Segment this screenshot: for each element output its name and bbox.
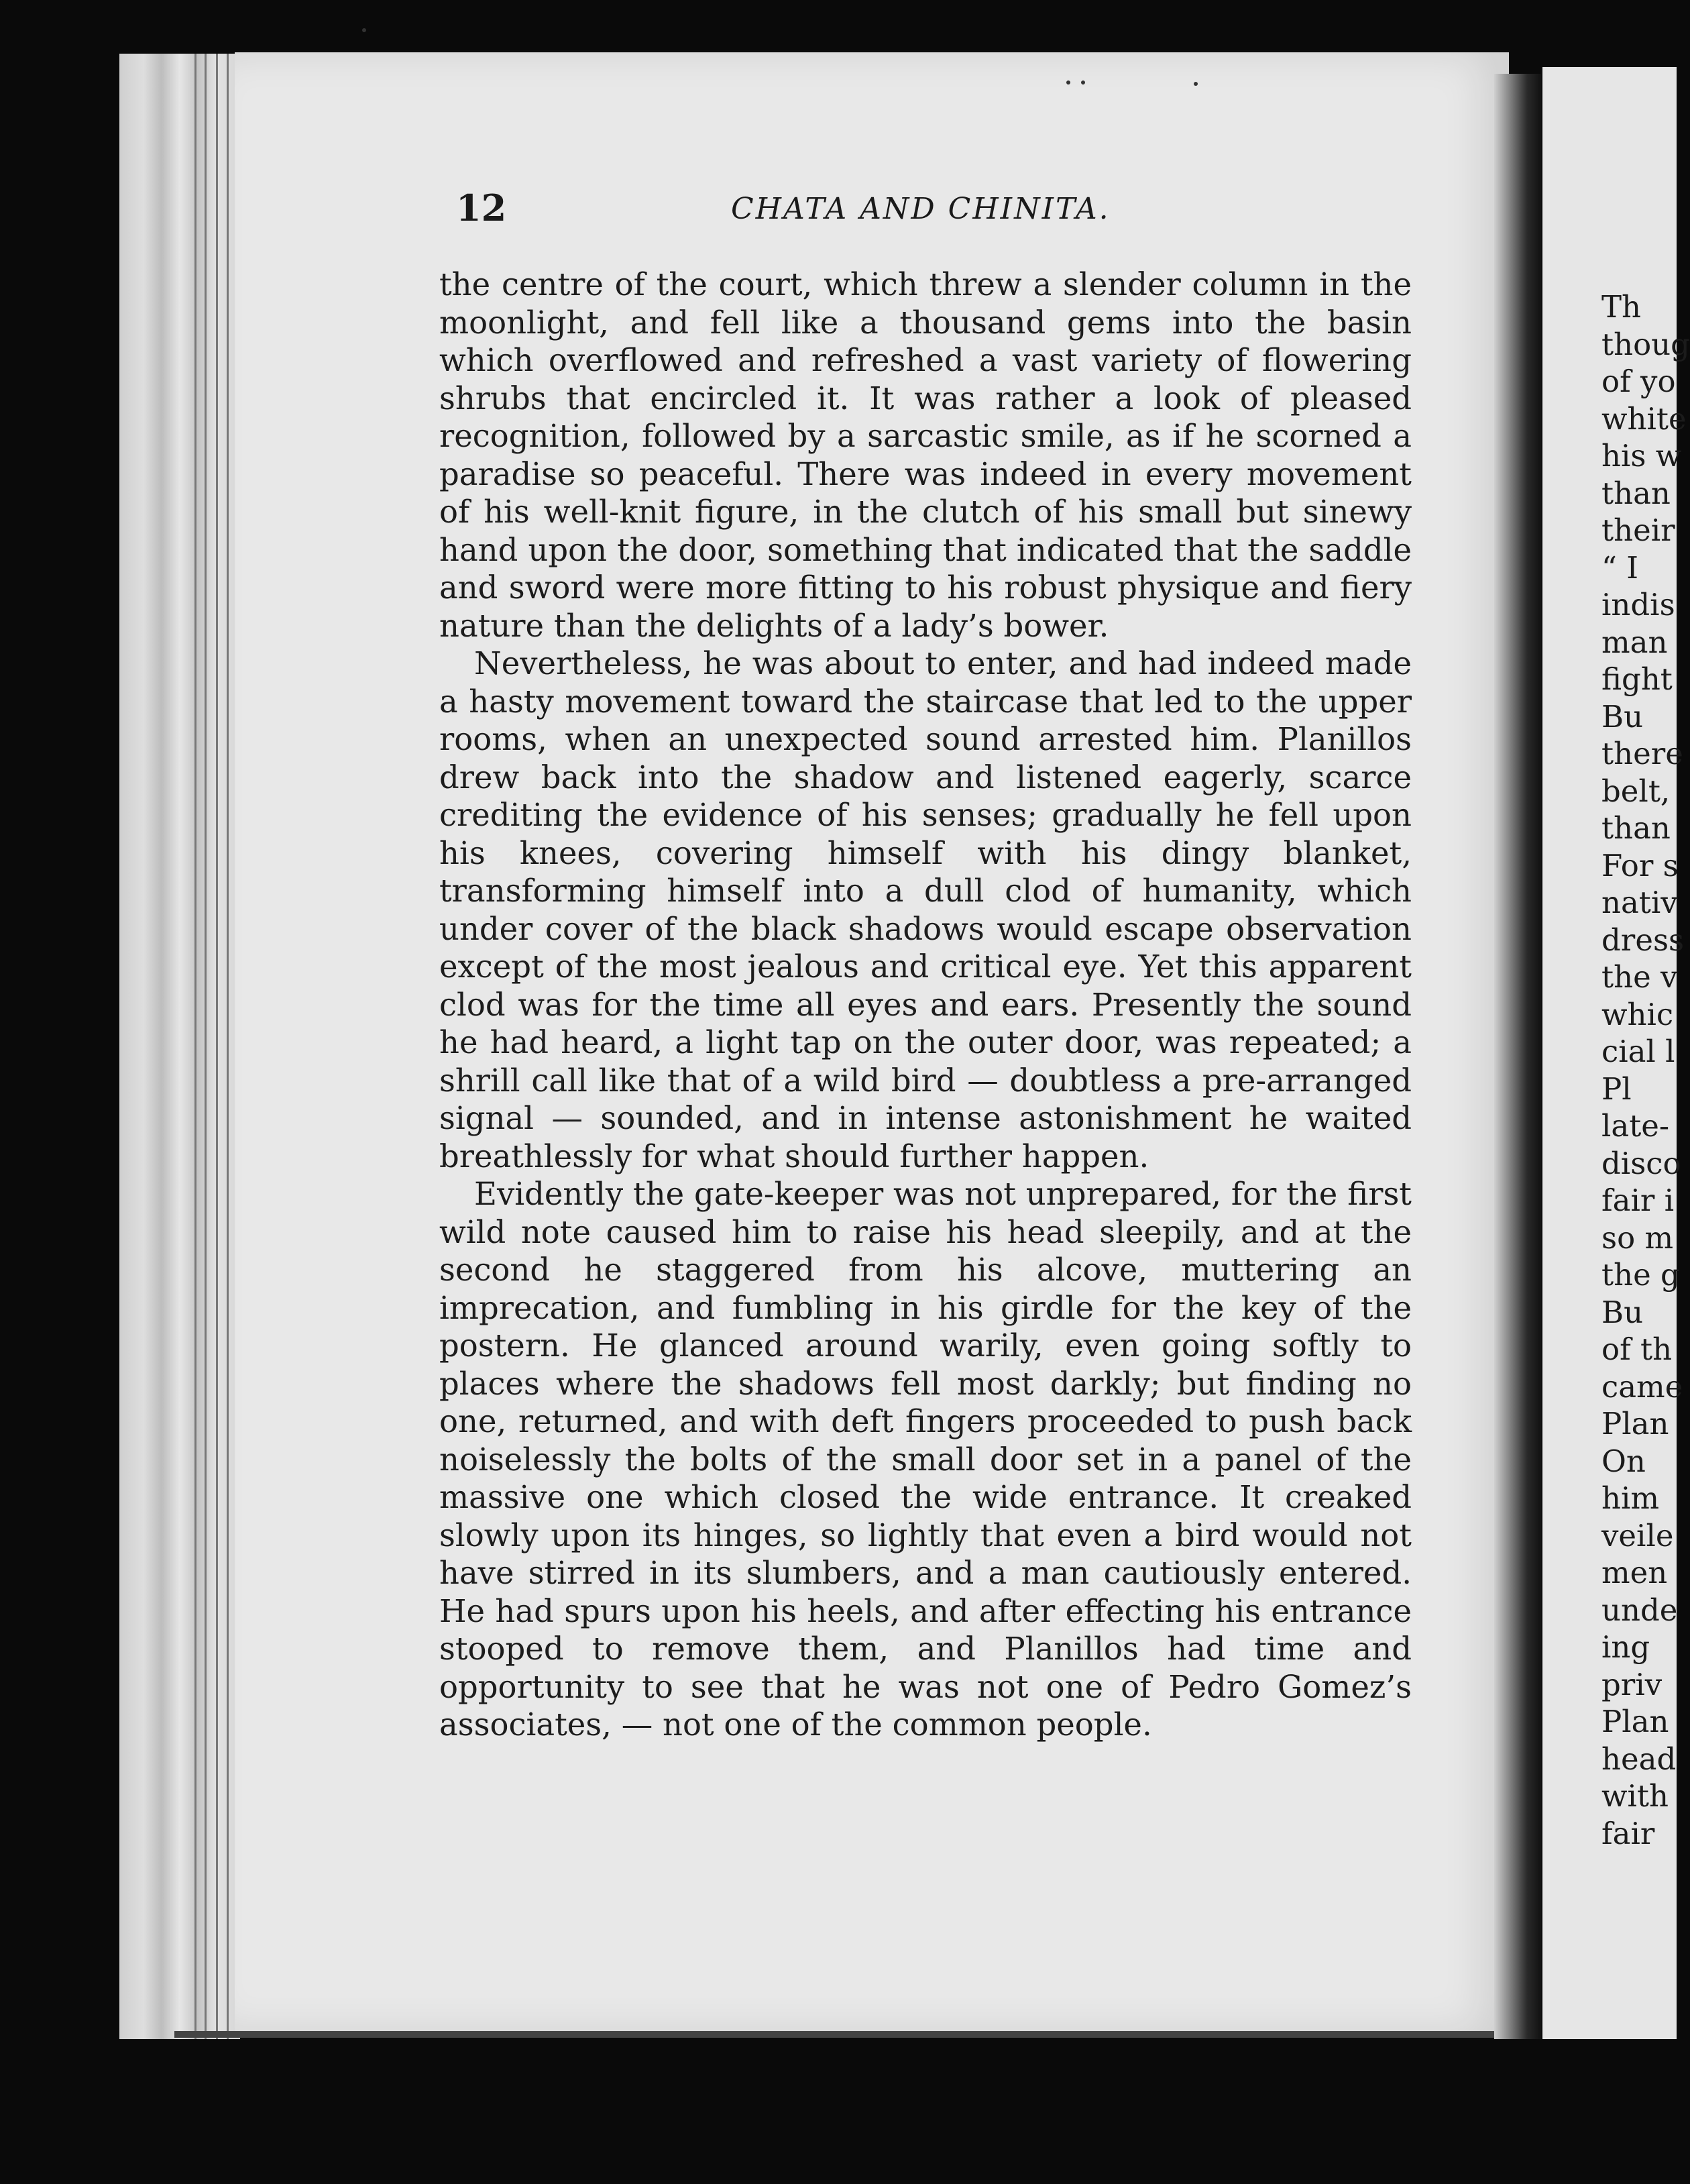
facing-page-line: ing (1601, 1629, 1650, 1665)
facing-page-line: whic (1601, 996, 1674, 1032)
page-edge-line (205, 54, 207, 2039)
page-number: 12 (456, 186, 507, 229)
facing-page-line: Pl (1601, 1071, 1632, 1107)
book-gutter (1494, 74, 1541, 2039)
facing-page-line: head (1601, 1741, 1677, 1777)
facing-page-line: “ I (1601, 549, 1639, 586)
facing-page-line: than (1601, 810, 1671, 846)
scan-speck (1081, 80, 1085, 85)
page-edge-line (227, 54, 229, 2039)
scan-speck (362, 28, 366, 32)
paragraph: Nevertheless, he was about to enter, and had indeed made a hasty movement toward the staircase that led to the upper rooms, when an unexpected sound arrested him. Planillos drew back into the shadow and listened eagerly, scarce crediting the evidence of his senses; gradually he fell upon his knees, covering himself with his dingy blanket, transforming himself into a dull clod of humanity, which under cover of the black shadows would escape observation except of the most jealous and critical eye. Yet this apparent clod was for the time all eyes and ears. Presently the sound he had heard, a light tap on the outer door, was repeated; a shrill call like that of a wild bird — doubtless a pre-arranged signal — sounded, and in intense astonishment he waited breathlessly for what should further happen. (439, 645, 1412, 1175)
facing-page-line: Bu (1601, 698, 1644, 734)
facing-page-line: fight (1601, 661, 1673, 697)
facing-page-line: thoug (1601, 326, 1690, 362)
facing-page-line: so m (1601, 1219, 1674, 1256)
facing-page-line: there (1601, 736, 1683, 771)
facing-page-line: belt, (1601, 773, 1671, 809)
facing-page-line: of yo (1601, 364, 1676, 399)
body-text (439, 266, 1412, 1744)
facing-page-line: For s (1601, 847, 1679, 883)
page-edge-line (194, 54, 196, 2039)
facing-page-line: cial l (1601, 1034, 1675, 1069)
book-page-edges (119, 54, 240, 2039)
paragraph: Evidently the gate-keeper was not unprepared, for the first wild note caused him to raise his head sleepily, and at the second he staggered from his alcove, muttering an imprecation, and fumbling in his girdle for the key of the postern. He glanced around warily, even going softly to places where the shadows fell most darkly; but finding no one, returned, and with deft fingers proceeded to push back noiselessly the bolts of the small door set in a panel of the massive one which closed the wide entrance. It creaked slowly upon its hinges, so lightly that even a bird would not have stirred in its slumbers, and a man cautiously entered. He had spurs upon his heels, and after effecting his entrance stooped to remove them, and Planillos had time and opportunity to see that he was not one of Pedro Gomez’s associates, — not one of the common people. (439, 1176, 1412, 1743)
facing-page-line: their (1601, 512, 1675, 548)
facing-page-line: than (1601, 475, 1671, 511)
facing-page-line: Plan (1601, 1704, 1669, 1739)
facing-page-line: of th (1601, 1331, 1673, 1367)
facing-page-line: fair i (1601, 1183, 1675, 1218)
scan-speck (1194, 82, 1198, 86)
facing-page-line: veile (1601, 1517, 1674, 1553)
scan-speck (1066, 80, 1070, 85)
facing-page-line: fair (1601, 1815, 1655, 1851)
facing-page-line: unde (1601, 1592, 1678, 1628)
facing-page-line: came (1601, 1368, 1683, 1405)
paragraph: the centre of the court, which threw a slender column in the moonlight, and fell like a thousand gems into the basin which overflowed and refreshed a vast variety of flowering shrubs that encircled it. It was rather a look of pleased recognition, followed by a sarcastic smile, as if he scorned a paradise so peaceful. There was indeed in every movement of his well-knit figure, in the clutch of his small but sinewy hand upon the door, something that indicated that the saddle and sword were more fitting to his robust physique and fiery nature than the delights of a lady’s bower. (439, 266, 1412, 644)
facing-page-line: him (1601, 1480, 1660, 1516)
facing-page-line: the g (1601, 1257, 1680, 1293)
facing-page-line: the v (1601, 959, 1678, 995)
page-edge-line (216, 54, 218, 2039)
facing-page-line: priv (1601, 1666, 1663, 1702)
facing-page-line: dress (1601, 922, 1685, 958)
running-title: CHATA AND CHINITA. (731, 192, 1111, 226)
facing-page-line: with (1601, 1778, 1669, 1814)
facing-page-line: late- (1601, 1108, 1670, 1144)
facing-page-line: indis (1601, 587, 1675, 622)
facing-page-line: white (1601, 400, 1687, 437)
page-bottom-edge (174, 2031, 1516, 2038)
facing-page-line: his w (1601, 438, 1682, 474)
facing-page-line: disco (1601, 1145, 1681, 1181)
facing-page-line: On (1601, 1443, 1646, 1479)
facing-page-line: men (1601, 1555, 1668, 1590)
facing-page-line: Plan (1601, 1406, 1669, 1441)
facing-page-line: man (1601, 624, 1668, 660)
facing-page-line: Bu (1601, 1294, 1644, 1330)
facing-page-line: Th (1601, 289, 1641, 325)
facing-page-line: nativ (1601, 885, 1678, 920)
